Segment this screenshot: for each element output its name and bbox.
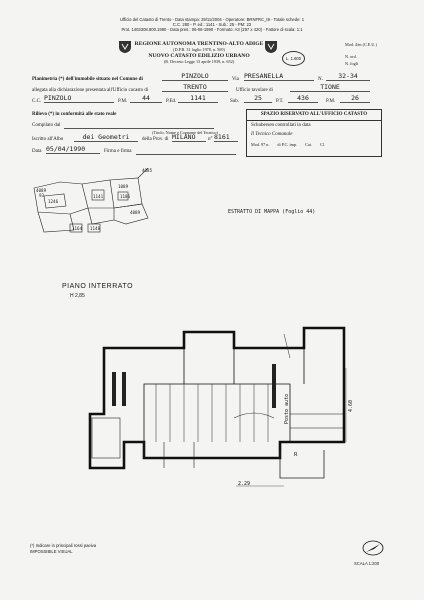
prov-label: della Prov. di — [142, 137, 169, 142]
ufficio-box-mod: Mod. 97 n. — [251, 142, 270, 147]
comune-value: PINZOLO — [162, 72, 228, 81]
estratto-mappa-sketch — [30, 168, 170, 238]
region-title: REGIONE AUTONOMA TRENTINO-ALTO ADIGE — [134, 41, 264, 47]
firma-label: Firma e firma — [104, 149, 132, 154]
stamp-line-2: C.C. 280 - P. ed.: 1141 - Sub.: 25 - PM: 23 — [172, 22, 252, 27]
n-fogli-label: N. fogli — [345, 61, 359, 66]
piano-title: PIANO INTERRATO — [62, 283, 134, 290]
compilato-line — [64, 127, 214, 129]
sub-value: 25 — [244, 94, 272, 103]
data-value: 05/04/1990 — [46, 145, 100, 154]
num-label: N. — [318, 77, 323, 82]
sub-label: Sub. — [230, 99, 240, 104]
map-label-1089: 1089 — [118, 184, 129, 189]
map-label-93: 93 — [39, 193, 45, 198]
region-subtitle: (D.P.R. 31 luglio 1978, n. 569) — [173, 47, 225, 52]
room-label-r: R — [294, 452, 298, 458]
planimetria-label: Planimetria (*) dell'immobile situato nel Comune di — [32, 77, 143, 82]
ufficio-value: TRENTO — [162, 83, 228, 92]
pm2-value: 26 — [340, 94, 370, 103]
map-label-1141: 1141 — [93, 194, 104, 199]
ufficio-tav-label: Ufficio tavolare di — [236, 88, 273, 93]
albo-value: dei Geometri — [74, 133, 138, 142]
ufficio-tav-value: TIONE — [290, 83, 370, 92]
north-arrow-icon — [362, 540, 384, 556]
firma-line — [136, 153, 236, 155]
stamp-line-1: Ufficio del Catasto di Trento - Data stampa: 29/11/2004 - Operatore: BRNFRC_t9 - Totale schede: 1 — [119, 17, 305, 22]
cc-label: C.C. — [32, 99, 42, 104]
cc-value: PINZOLO — [44, 94, 114, 103]
stamp-badge: L. 1.600 — [282, 51, 305, 66]
office-title: NUOVO CATASTO EDILIZIO URBANO — [148, 53, 250, 59]
office-subtitle: (R. Decreto Legge 13 aprile 1939, n. 652) — [163, 59, 235, 64]
pt-label: P.T. — [276, 99, 284, 104]
ufficio-box-title: SPAZIO RISERVATO ALL'UFFICIO CATASTO — [247, 110, 381, 121]
dimension-bottom-label: 2.29 — [238, 481, 251, 487]
ufficio-catasto-box — [246, 109, 382, 157]
via-label: Via — [232, 77, 239, 82]
allegata-label: allegata alla dichiarazione presentata all'Ufficio cacasto di — [32, 88, 149, 93]
compilato-label: Compilato dal — [32, 123, 61, 128]
ufficio-box-pc: di P.C. imp. — [277, 142, 298, 147]
footer-note: (*) Indicare in principali rossi paeiva — [30, 543, 97, 548]
ufficio-box-cl: Cl. — [319, 142, 325, 147]
dimension-right-label: 4.60 — [348, 399, 354, 412]
data-label: Data — [32, 149, 42, 154]
stamp — [0, 17, 424, 32]
ped-value: 1141 — [178, 94, 218, 103]
piano-height: H 2,85 — [70, 293, 85, 299]
map-label-4085: 4085 — [142, 168, 153, 173]
map-label-4089-18: 4089 — [130, 210, 141, 215]
floor-plan — [84, 318, 354, 494]
n-ord-label: N. ord. — [345, 54, 357, 59]
map-label-1246: 1246 — [48, 199, 59, 204]
rilievo-title: Rilievo (*) in conformità alle stato reale — [32, 112, 117, 117]
pt-value: 436 — [288, 94, 318, 103]
map-label-1148: 1148 — [90, 226, 101, 231]
n-value: 8161 — [214, 133, 238, 142]
map-label-1186: 1186 — [120, 194, 131, 199]
ufficio-box-line-1: Schubersen controllati in data — [251, 123, 311, 128]
mod-label: Mod. 4/m (C.E.U.) — [345, 42, 377, 47]
footer-sub: IMPOSSIBILE VISUAL — [30, 549, 73, 554]
ped-label: P.Ed. — [166, 99, 177, 104]
header-title-block — [130, 41, 268, 64]
pm-value: 44 — [130, 94, 162, 103]
scala-label: SCALA 1:200 — [354, 561, 380, 566]
n-label: n° — [208, 137, 213, 142]
prov-value: MILANO — [172, 133, 206, 142]
num-value: 32-34 — [326, 72, 370, 81]
room-label-posto-auto: Posto auto — [284, 393, 290, 424]
pm-label: P.M. — [118, 99, 128, 104]
stamp-line-3: Prot. 1403308.800.1990 - Data pres.: 06-06-1990 - Formato: A3 (297 x 420) - Fattore di scala: 1:1 — [121, 27, 303, 32]
ufficio-box-line-2: Il Tecnico Comunale — [251, 132, 293, 137]
iscritto-label: Iscritto all'Albo — [32, 137, 64, 142]
compilato-note: (Titolo, Nome e Cognome del Tecnico) — [152, 130, 218, 135]
pm2-label: P.M. — [326, 99, 336, 104]
estratto-label: ESTRATTO DI MAPPA (Foglio 44) — [228, 209, 316, 215]
map-label-4089-93: 4089 — [36, 188, 47, 193]
via-value: PRESANELLA — [244, 72, 314, 81]
ufficio-box-cat: Cat. — [305, 142, 312, 147]
map-label-1164: 1164 — [72, 226, 83, 231]
